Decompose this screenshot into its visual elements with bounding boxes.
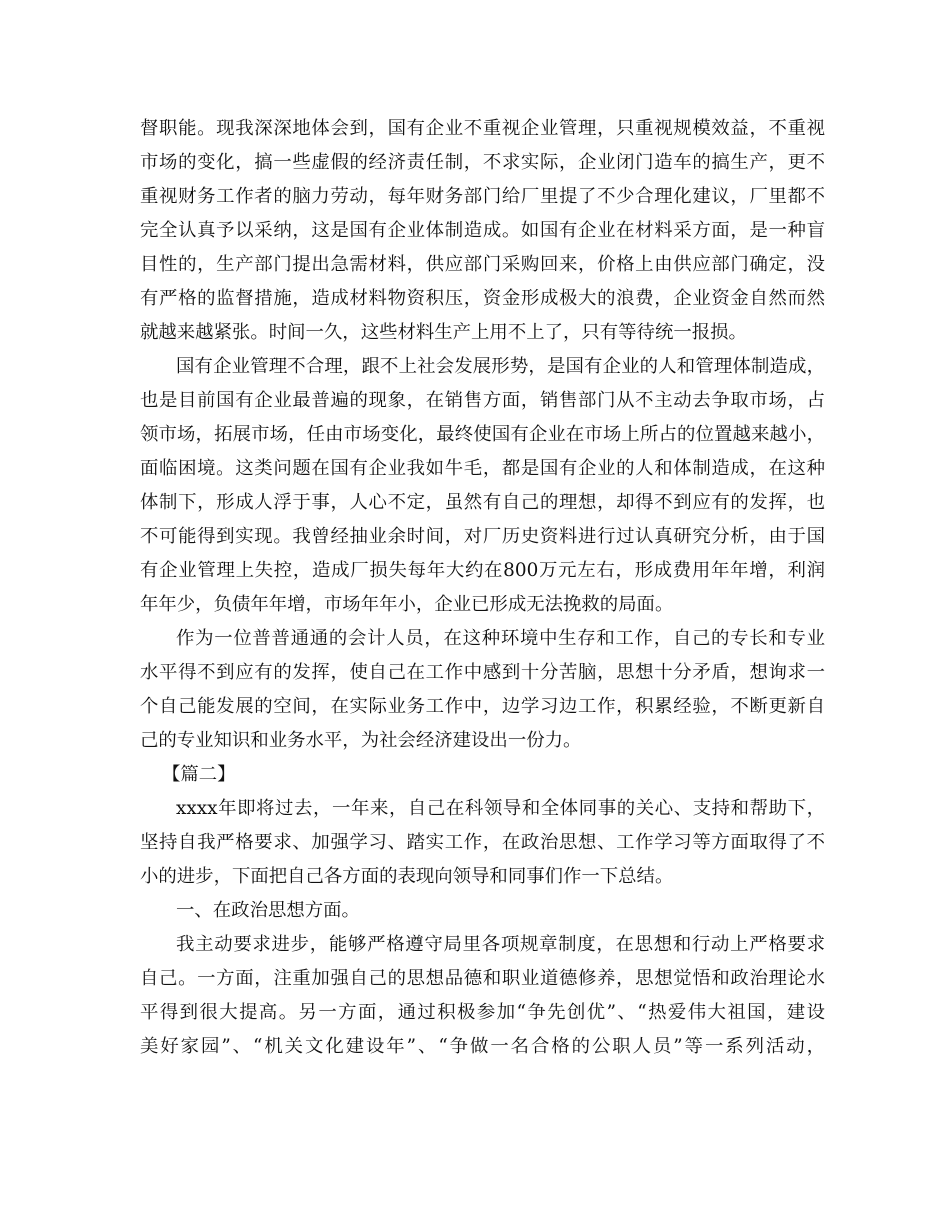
text-line: 完全认真予以采纳，这是国有企业体制造成。如国有企业在材料采方面，是一种盲	[140, 220, 825, 241]
text-line: 我主动要求进步，能够严格遵守局里各项规章制度，在思想和行动上严格要求	[176, 934, 825, 955]
text-line: 有严格的监督措施，造成材料物资积压，资金形成极大的浪费，企业资金自然而然	[140, 288, 825, 309]
text-line: 水平得不到应有的发挥，使自己在工作中感到十分苦脑，思想十分矛盾，想询求一	[140, 662, 825, 683]
text-line: 己的专业知识和业务水平，为社会经济建设出一份力。	[140, 730, 582, 751]
text-line: 就越来越紧张。时间一久，这些材料生产上用不上了，只有等待统一报损。	[140, 322, 747, 343]
document-body	[140, 112, 825, 1064]
text-line: 督职能。现我深深地体会到，国有企业不重视企业管理，只重视规模效益，不重视	[140, 118, 825, 139]
text-line: 坚持自我严格要求、加强学习、踏实工作，在政治思想、工作学习等方面取得了不	[140, 832, 825, 853]
text-line: 作为一位普普通通的会计人员，在这种环境中生存和工作，自己的专长和专业	[176, 628, 825, 649]
text-line: 领市场，拓展市场，任由市场变化，最终使国有企业在市场上所占的位置越来越小，	[140, 424, 825, 445]
text-line: 自己。一方面，注重加强自己的思想品德和职业道德修养，思想觉悟和政治理论水	[140, 968, 825, 989]
text-line: 平得到很大提高。另一方面，通过积极参加“争先创优”、“热爱伟大祖国，建设	[140, 1002, 825, 1023]
text-line: 重视财务工作者的脑力劳动，每年财务部门给厂里提了不少合理化建议，厂里都不	[140, 186, 825, 207]
text-line: 年年少，负债年年增，市场年年小，企业已形成无法挽救的局面。	[140, 594, 674, 615]
text-line: 有企业管理上失控，造成厂损失每年大约在800万元左右，形成费用年年增，利润	[140, 560, 825, 581]
text-line: 面临困境。这类问题在国有企业我如牛毛，都是国有企业的人和体制造成，在这种	[140, 458, 825, 479]
text-line: 市场的变化，搞一些虚假的经济责任制，不求实际，企业闭门造车的搞生产，更不	[140, 152, 825, 173]
text-line: 目性的，生产部门提出急需材料，供应部门采购回来，价格上由供应部门确定，没	[140, 254, 825, 275]
text-line: 也是目前国有企业最普遍的现象，在销售方面，销售部门从不主动去争取市场，占	[140, 390, 825, 411]
subsection-heading: 一、在政治思想方面。	[176, 900, 360, 921]
section-heading: 【篇二】	[162, 764, 236, 785]
text-line: 国有企业管理不合理，跟不上社会发展形势，是国有企业的人和管理体制造成，	[176, 356, 825, 377]
text-line: 个自己能发展的空间，在实际业务工作中，边学习边工作，积累经验，不断更新自	[140, 696, 825, 717]
text-line: 不可能得到实现。我曾经抽业余时间，对厂历史资料进行过认真研究分析，由于国	[140, 526, 825, 547]
text-line: 小的进步，下面把自己各方面的表现向领导和同事们作一下总结。	[140, 866, 674, 887]
text-line: 美好家园”、“机关文化建设年”、“争做一名合格的公职人员”等一系列活动，	[140, 1036, 825, 1057]
text-line: xxxx年即将过去，一年来，自己在科领导和全体同事的关心、支持和帮助下，	[176, 798, 825, 819]
text-line: 体制下，形成人浮于事，人心不定，虽然有自己的理想，却得不到应有的发挥，也	[140, 492, 825, 513]
